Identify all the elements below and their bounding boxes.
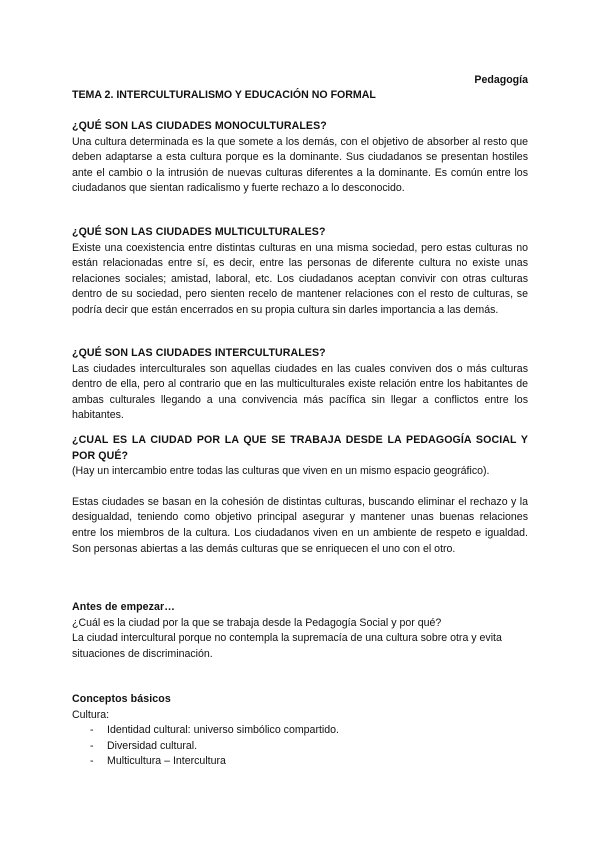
question-heading: ¿QUÉ SON LAS CIUDADES INTERCULTURALES? [72,347,326,359]
section-title: Conceptos básicos [72,693,171,705]
dash-bullet: - [90,755,94,768]
section-multiculturales [72,225,528,319]
section-interculturales [72,346,528,424]
dash-bullet: - [90,724,94,737]
subject-header: Pedagogía [474,74,528,86]
paragraph: La ciudad intercultural porque no contempla la supremacía de una cultura sobre otra y evita situaciones de discriminación. [72,632,502,660]
paragraph: Una cultura determinada es la que somete a los demás, con el objetivo de absorber al resto que deben adaptarse a esta cultura porque es la dominante. Sus ciudadanos se presentan hostiles ante el cambio o la intrusión de nuevas culturas diferentes a la dominante. Es común entre los ciudadanos que sientan radicalismo y fuerte rechazo a lo desconocido. [72,135,528,195]
question-heading: ¿QUÉ SON LAS CIUDADES MONOCULTURALES? [72,120,327,132]
section-antes-de-empezar [72,600,528,662]
question-heading: ¿CUAL ES LA CIUDAD POR LA QUE SE TRABAJA DESDE LA PEDAGOGÍA SOCIAL Y POR QUÉ? [72,434,528,462]
list-item [72,754,528,770]
list-item-text: Diversidad cultural. [107,739,198,752]
paragraph: (Hay un intercambio entre todas las culturas que viven en un mismo espacio geográfico). [72,465,490,478]
list-item [72,723,528,739]
list-item-text: Multicultura – Intercultura [107,755,226,768]
list-item [72,739,528,755]
dash-bullet: - [90,739,94,752]
section-pedagogia-social [72,433,528,557]
subheading: Cultura: [72,708,110,721]
section-conceptos-basicos [72,692,528,770]
section-monoculturales [72,119,528,197]
paragraph: Estas ciudades se basan en la cohesión de distintas culturas, buscando eliminar el rechazo y la desigualdad, teniendo como objetivo principal asegurar y mantener unas buenas relaciones entre los miembros de la cultura. Los ciudadanos viven en un ambiente de respeto e igualdad. Son personas abiertas a las demás culturas que se enriquecen el uno con el otro. [72,495,528,555]
paragraph: Las ciudades interculturales son aquellas ciudades en las cuales conviven dos o más culturas dentro de ella, pero al contrario que en las multiculturales existe relación entre los habitantes de ambas culturales llegando a una convivencia más pacífica sin llegar a conflictos entre los habitantes. [72,362,528,422]
tema-title: TEMA 2. INTERCULTURALISMO Y EDUCACIÓN NO FORMAL [72,89,376,101]
list-item-text: Identidad cultural: universo simbólico compartido. [107,724,340,737]
paragraph: ¿Cuál es la ciudad por la que se trabaja desde la Pedagogía Social y por qué? [72,616,442,629]
section-title: Antes de empezar… [72,601,175,613]
paragraph: Existe una coexistencia entre distintas culturas en una misma sociedad, pero estas culturas no están relacionadas entre sí, es decir, entre las personas de diferente cultura no existe unas relaciones sociales; amistad, laboral, etc. Los ciudadanos aceptan convivir con otras culturas dentro de su sociedad, pero sienten recelo de mantener relaciones con el resto de culturas, se podría decir que están encerrados en su propia cultura sin darles importancia a las demás. [72,241,528,316]
question-heading: ¿QUÉ SON LAS CIUDADES MULTICULTURALES? [72,226,326,238]
concept-list [72,723,528,770]
